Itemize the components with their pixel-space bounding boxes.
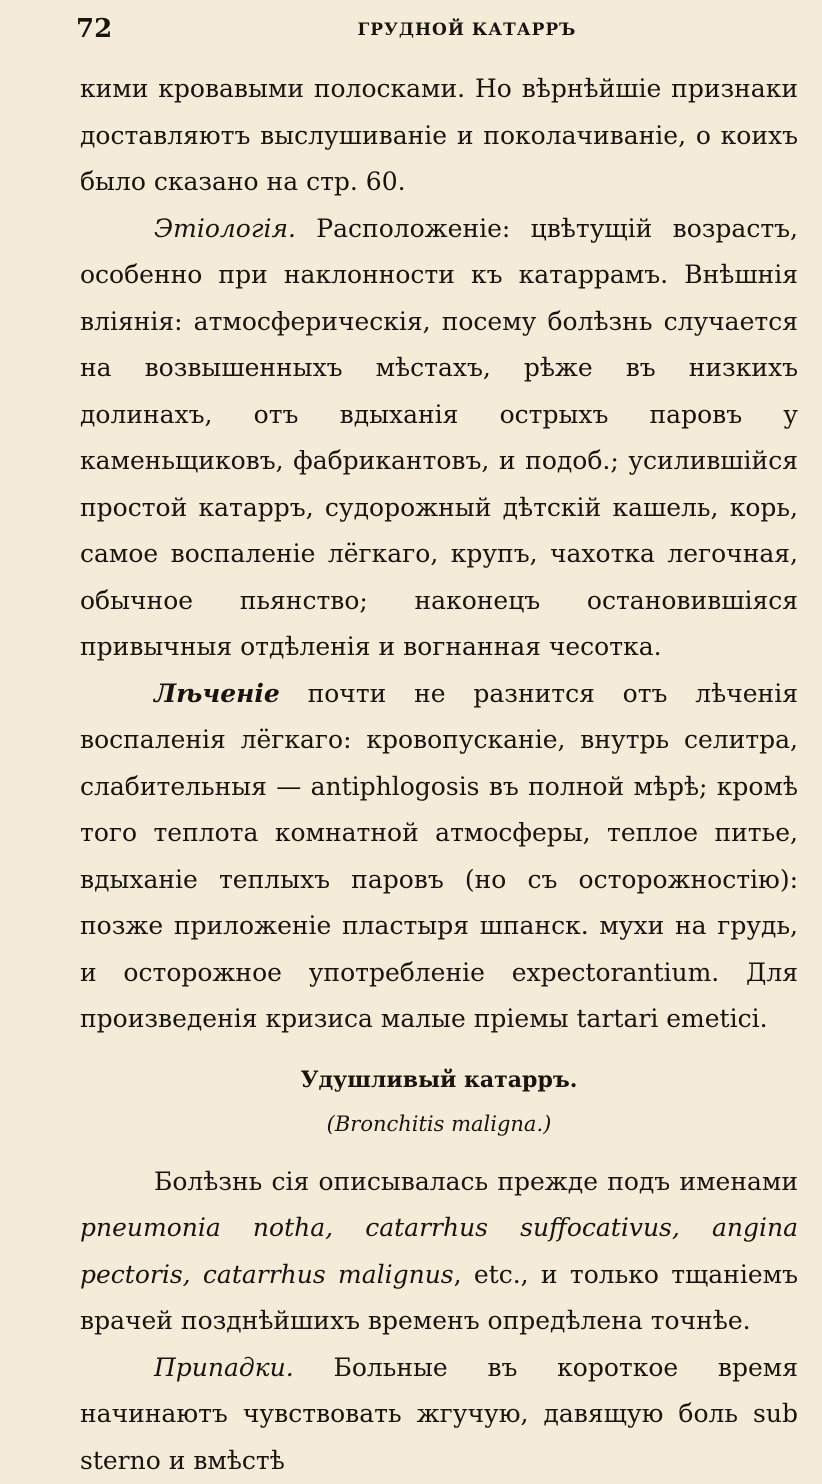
treatment-text: почти не разнится отъ лѣченія воспаленія лёгкаго: кровопусканіе, внутрь селитра, слабительныя — antiphlogosis въ полной мѣрѣ; кромѣ того теплота комнатной атмосферы, теплое питье, вдыханіе теплыхъ паровъ (но съ осторожностію): позже приложеніе пластыря шпанск. мухи на грудь, и осторожное употребленіе expectorantium. Для произведенія кризиса малые пріемы tartari emetici. (80, 679, 798, 1034)
section-subtitle: (Bronchitis maligna.) (80, 1103, 798, 1145)
etiology-label: Этіологія. (154, 214, 296, 243)
symptoms-label: Припадки. (154, 1353, 294, 1382)
page-number: 72 (76, 14, 112, 44)
paragraph-symptoms (80, 1345, 798, 1484)
paragraph-history (80, 1159, 798, 1345)
etiology-text: Расположеніе: цвѣтущій возрастъ, особенно при наклонности къ катаррамъ. Внѣшнія вліянія: атмосферическія, посему болѣзнь случается на возвышенныхъ мѣстахъ, рѣже въ низкихъ долинахъ, отъ вдыханія острыхъ паровъ у каменьщиковъ, фабрикантовъ, и подоб.; усилившійся простой катарръ, судорожный дѣтскій кашель, корь, самое воспаленіе лёгкаго, крупъ, чахотка легочная, обычное пьянство; наконецъ остановившіяся привычныя отдѣленія и вогнанная чесотка. (80, 214, 798, 662)
paragraph-etiology (80, 206, 798, 671)
section-title: Удушливый катарръ. (80, 1057, 798, 1103)
history-text-a: Болѣзнь сія описывалась прежде подъ именами (154, 1167, 798, 1196)
symptoms-text: Больные въ короткое время начинаютъ чувствовать жгучую, давящую боль sub sterno и вмѣстѣ (80, 1353, 798, 1475)
running-title: ГРУДНОЙ КАТАРРЪ (76, 20, 798, 40)
page-header (76, 14, 798, 50)
page-body (80, 66, 798, 1484)
history-latin-terms: pneumonia notha, catarrhus suffocativus, angina pectoris, catarrhus malignus (80, 1213, 798, 1289)
treatment-label: Лѣченіе (154, 679, 280, 708)
paragraph-treatment (80, 671, 798, 1043)
paragraph-diagnosis-end: кими кровавыми полосками. Но вѣрнѣйшіе признаки доставляютъ выслушиваніе и поколачиваніе, о коихъ было сказано на стр. 60. (80, 66, 798, 206)
history-text-b: , etc., и только тщаніемъ врачей позднѣйшихъ временъ опредѣлена точнѣе. (80, 1260, 798, 1336)
